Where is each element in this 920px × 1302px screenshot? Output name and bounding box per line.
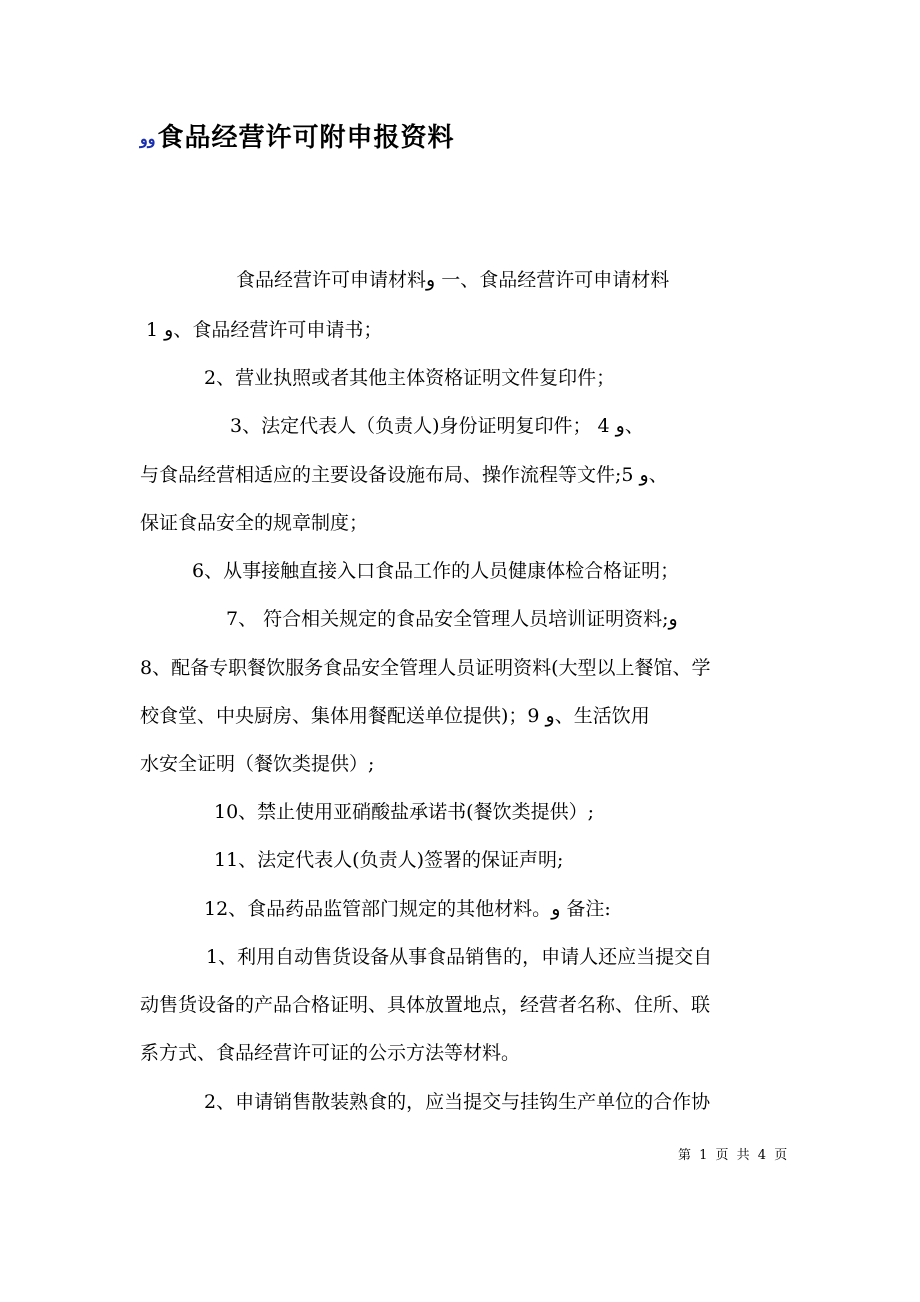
document-title — [140, 117, 454, 154]
paragraph-line: 8、配备专职餐饮服务食品安全管理人员证明资料(大型以上餐馆、学 — [140, 657, 711, 679]
paragraph-line: 水安全证明（餐饮类提供）; — [140, 753, 375, 775]
paragraph-line: 校食堂、中央厨房、集体用餐配送单位提供)；9 و、生活饮用 — [140, 705, 650, 727]
paragraph-line: 保证食品安全的规章制度； — [140, 512, 369, 534]
paragraph-line: 2、申请销售散装熟食的，应当提交与挂钩生产单位的合作协 — [204, 1091, 711, 1113]
page-footer: 第 1 页 共 4 页 — [678, 1148, 790, 1163]
paragraph-line: 6、从事接触直接入口食品工作的人员健康体检合格证明； — [192, 560, 680, 582]
paragraph-line: 7、 符合相关规定的食品安全管理人员培训证明资料;و — [226, 608, 678, 630]
paragraph-line: 3、法定代表人（负责人)身份证明复印件； 4 و、 — [230, 415, 644, 437]
paragraph-line: 1、利用自动售货设备从事食品销售的，申请人还应当提交自 — [206, 946, 713, 968]
paragraph-line: 动售货设备的产品合格证明、具体放置地点，经营者名称、住所、联 — [140, 994, 711, 1016]
title-mark: وو — [140, 129, 156, 148]
paragraph-line: 系方式、食品经营许可证的公示方法等材料。 — [140, 1042, 521, 1064]
paragraph-line: 与食品经营相适应的主要设备设施布局、操作流程等文件;5 و、 — [140, 464, 668, 486]
paragraph-line: 11、法定代表人(负责人)签署的保证声明; — [214, 849, 564, 871]
paragraph-line: 12、食品药品监管部门规定的其他材料。و 备注: — [204, 898, 611, 920]
title-text: 食品经营许可附申报资料 — [157, 123, 455, 153]
paragraph-line: 1 و、食品经营许可申请书； — [146, 319, 383, 341]
paragraph-line: 食品经营许可申请材料و 一、食品经营许可申请材料 — [236, 269, 670, 291]
paragraph-line: 10、禁止使用亚硝酸盐承诺书(餐饮类提供）; — [214, 801, 594, 823]
paragraph-line: 2、营业执照或者其他主体资格证明文件复印件； — [204, 367, 616, 389]
